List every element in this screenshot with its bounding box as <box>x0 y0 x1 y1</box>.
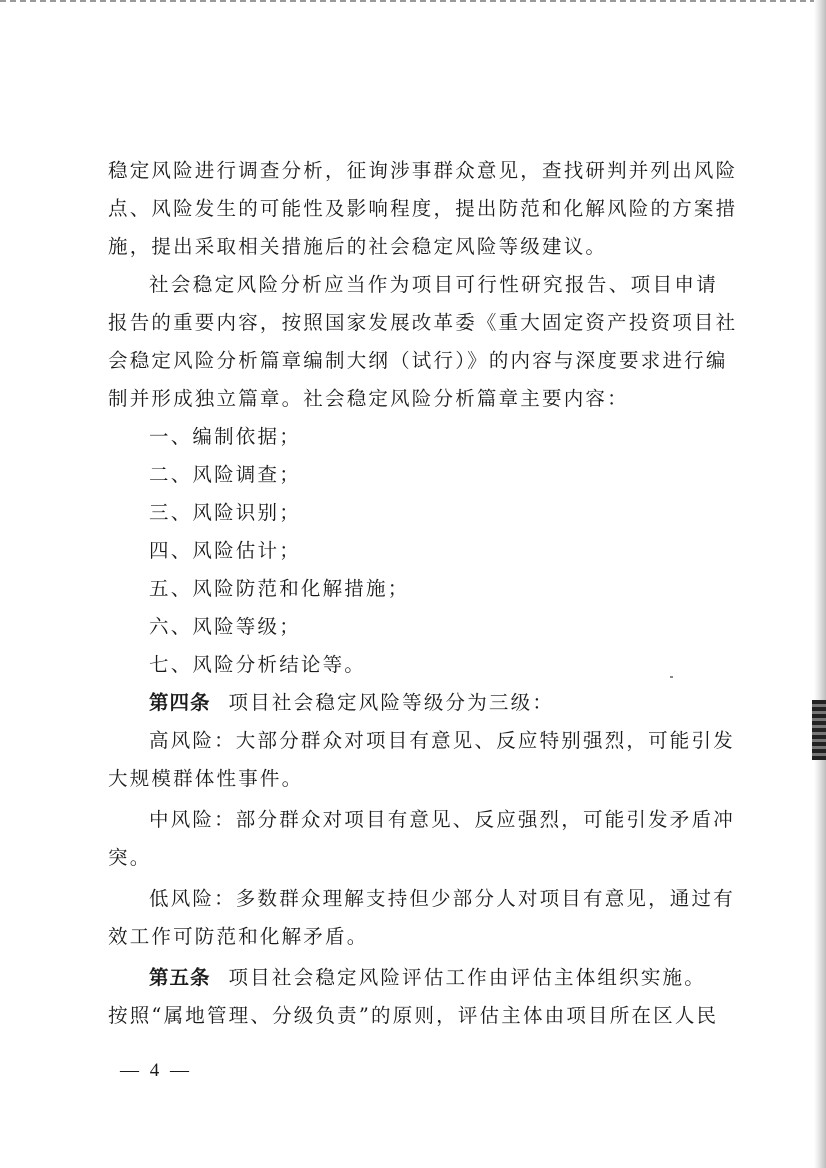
list-item: 三、风险识别； <box>149 501 301 524</box>
scan-edge-right <box>814 0 826 1168</box>
article-4-text: 项目社会稳定风险等级分为三级： <box>228 691 555 714</box>
scan-edge-top <box>0 0 826 14</box>
text-line: 施，提出采取相关措施后的社会稳定风险等级建议。 <box>108 235 608 258</box>
article-5-text: 项目社会稳定风险评估工作由评估主体组织实施。 <box>228 966 706 989</box>
list-item: 七、风险分析结论等。 <box>149 653 367 676</box>
list-item: 二、风险调查； <box>149 463 301 486</box>
list-item: 四、风险估计； <box>149 539 301 562</box>
text-line: 中风险：部分群众对项目有意见、反应强烈，可能引发矛盾冲 <box>149 808 735 831</box>
page-number: — 4 — <box>120 1060 192 1081</box>
text-line: 点、风险发生的可能性及影响程度，提出防范和化解风险的方案措 <box>108 197 738 220</box>
text-line: 大规模群体性事件。 <box>108 767 304 790</box>
article-4 <box>108 684 718 722</box>
scan-edge-mark <box>812 700 826 760</box>
text-line: 效工作可防范和化解矛盾。 <box>108 925 369 948</box>
low-risk-paragraph <box>108 880 735 956</box>
text-line: 低风险：多数群众理解支持但少部分人对项目有意见，通过有 <box>149 887 735 910</box>
text-line: 社会稳定风险分析应当作为项目可行性研究报告、项目申请 <box>149 273 718 296</box>
text-line: 突。 <box>108 846 152 869</box>
list-item: 五、风险防范和化解措施； <box>149 577 410 600</box>
medium-risk-paragraph <box>108 801 735 877</box>
list-item: 六、风险等级； <box>149 615 301 638</box>
text-line: 报告的重要内容，按照国家发展改革委《重大固定资产投资项目社 <box>108 311 738 334</box>
document-body <box>108 152 738 1035</box>
text-line: 会稳定风险分析篇章编制大纲（试行）》的内容与深度要求进行编 <box>108 349 728 372</box>
list-item: 一、编制依据； <box>149 425 301 448</box>
text-line: 高风险：大部分群众对项目有意见、反应特别强烈，可能引发 <box>149 729 735 752</box>
article-5-line <box>108 959 718 997</box>
contents-list <box>108 418 718 684</box>
text-line: 稳定风险进行调查分析，征询涉事群众意见，查找研判并列出风险 <box>108 159 738 182</box>
high-risk-paragraph <box>108 722 735 798</box>
text-line: 制并形成独立篇章。社会稳定风险分析篇章主要内容： <box>108 387 629 410</box>
text-line: 按照“属地管理、分级负责”的原则，评估主体由项目所在区人民 <box>108 1004 719 1027</box>
article-4-label: 第四条 <box>149 691 211 714</box>
article-5 <box>108 959 718 1035</box>
analysis-paragraph <box>108 266 738 418</box>
article-5-label: 第五条 <box>149 966 211 989</box>
intro-paragraph <box>108 152 738 266</box>
